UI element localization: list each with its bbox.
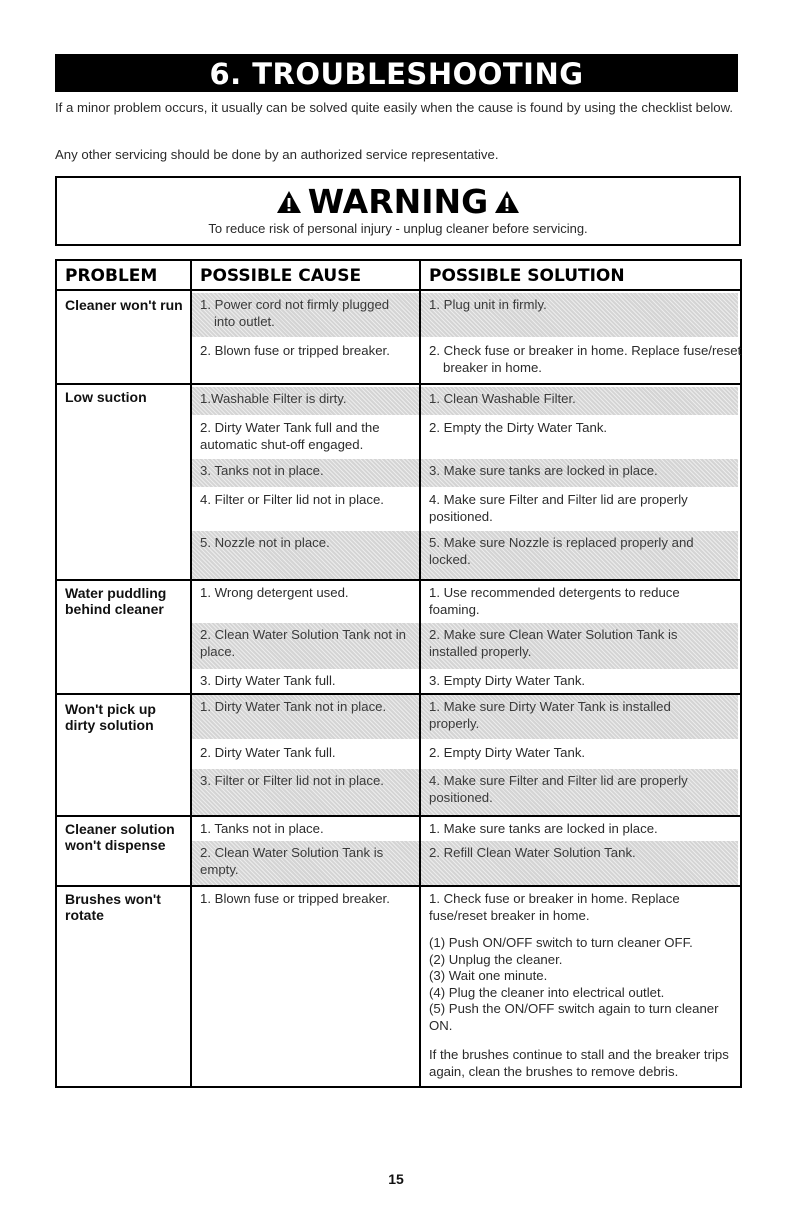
cause-text: 1. Tanks not in place. [200, 821, 324, 836]
cause-text: 2. Blown fuse or tripped breaker. [200, 343, 390, 358]
row-divider [57, 885, 740, 887]
solution-text: 1. Use recommended detergents to reduce foaming. [429, 585, 680, 617]
warning-text: To reduce risk of personal injury - unplug cleaner before servicing. [208, 221, 588, 236]
shaded-cell [421, 841, 738, 885]
row-divider [57, 815, 740, 817]
cause-text: 1. Dirty Water Tank not in place. [200, 699, 387, 714]
header-solution: POSSIBLE SOLUTION [429, 266, 625, 286]
solution-text: 2. Empty Dirty Water Tank. [429, 745, 586, 760]
row-divider [57, 383, 740, 385]
cause-text: 1. Blown fuse or tripped breaker. [200, 891, 390, 906]
cause-text: 3. Filter or Filter lid not in place. [200, 773, 384, 788]
cause-text: 2. Clean Water Solution Tank not in place. [200, 627, 406, 659]
solution-text: 1. Clean Washable Filter. [429, 391, 576, 406]
shaded-cell [192, 841, 419, 885]
shaded-cell [421, 293, 738, 337]
shaded-cell [421, 387, 738, 415]
cause-text: 1. Wrong detergent used. [200, 585, 349, 600]
solution-text: 2. Check fuse or breaker in home. Replace fuse/reset breaker in home. [429, 343, 742, 375]
section-title: 6. TROUBLESHOOTING [55, 54, 738, 92]
cause-text: 3. Dirty Water Tank full. [200, 673, 336, 688]
cause-text: 5. Nozzle not in place. [200, 535, 330, 550]
header-divider [57, 289, 740, 291]
shaded-cell [192, 695, 419, 739]
problem-label: Brushes won't rotate [65, 891, 161, 923]
problem-label: Cleaner solution won't dispense [65, 821, 175, 853]
solution-text: 1. Make sure tanks are locked in place. [429, 821, 658, 836]
cause-text: 1.Washable Filter is dirty. [200, 391, 347, 406]
shaded-cell [192, 531, 419, 579]
shaded-cell [192, 387, 419, 415]
solution-text: 4. Make sure Filter and Filter lid are properly positioned. [429, 492, 688, 524]
step-item: (5) Push the ON/OFF switch again to turn cleaner ON. [429, 1001, 719, 1033]
shaded-cell [421, 695, 738, 739]
shaded-cell [421, 531, 738, 579]
solution-text: 4. Make sure Filter and Filter lid are properly positioned. [429, 773, 688, 805]
header-problem: PROBLEM [65, 266, 158, 286]
page-number: 15 [388, 1171, 404, 1187]
solution-text: 3. Make sure tanks are locked in place. [429, 463, 658, 478]
row-divider [57, 579, 740, 581]
problem-label: Water puddling behind cleaner [65, 585, 167, 617]
cause-text: 2. Dirty Water Tank full and the automatic shut-off engaged. [200, 420, 380, 452]
solution-text: 2. Refill Clean Water Solution Tank. [429, 845, 636, 860]
intro-paragraph: If a minor problem occurs, it usually can be solved quite easily when the cause is found by using the checklist below. [55, 100, 734, 115]
troubleshooting-table [55, 259, 742, 1088]
solution-text: 3. Empty Dirty Water Tank. [429, 673, 586, 688]
cause-text: 2. Clean Water Solution Tank is empty. [200, 845, 384, 877]
step-item: (2) Unplug the cleaner. [429, 951, 563, 967]
step-item: (1) Push ON/OFF switch to turn cleaner OFF. [429, 935, 693, 950]
solution-text: 1. Check fuse or breaker in home. Replace fuse/reset breaker in home. [429, 891, 680, 923]
shaded-cell [192, 293, 419, 337]
solution-text: 5. Make sure Nozzle is replaced properly and locked. [429, 535, 694, 567]
solution-text: 1. Plug unit in firmly. [429, 297, 547, 312]
problem-label: Cleaner won't run [65, 297, 183, 313]
cause-text: 4. Filter or Filter lid not in place. [200, 492, 384, 507]
warning-icon [494, 190, 520, 214]
shaded-cell [421, 623, 738, 669]
problem-label: Won't pick up dirty solution [65, 701, 156, 733]
warning-icon [276, 190, 302, 214]
warning-title: WARNING [307, 182, 489, 221]
solution-text: 2. Empty the Dirty Water Tank. [429, 420, 608, 435]
solution-note: If the brushes continue to stall and the breaker trips again, clean the brushes to remove debris. [429, 1047, 729, 1079]
step-item: (3) Wait one minute. [429, 968, 548, 983]
shaded-cell [192, 623, 419, 669]
shaded-cell [192, 769, 419, 815]
problem-label: Low suction [65, 389, 147, 405]
solution-text: 2. Make sure Clean Water Solution Tank is installed properly. [429, 627, 678, 659]
intro-paragraph: Any other servicing should be done by an authorized service representative. [55, 147, 499, 162]
cause-text: 1. Power cord not firmly plugged into outlet. [200, 297, 390, 329]
header-cause: POSSIBLE CAUSE [200, 266, 362, 286]
cause-text: 2. Dirty Water Tank full. [200, 745, 336, 760]
warning-box [55, 176, 741, 246]
shaded-cell [421, 459, 738, 487]
cause-text: 3. Tanks not in place. [200, 463, 324, 478]
step-item: (4) Plug the cleaner into electrical outlet. [429, 984, 665, 1000]
step-list [429, 935, 729, 1034]
shaded-cell [421, 769, 738, 815]
solution-text: 1. Make sure Dirty Water Tank is installed properly. [429, 699, 671, 731]
shaded-cell [192, 459, 419, 487]
